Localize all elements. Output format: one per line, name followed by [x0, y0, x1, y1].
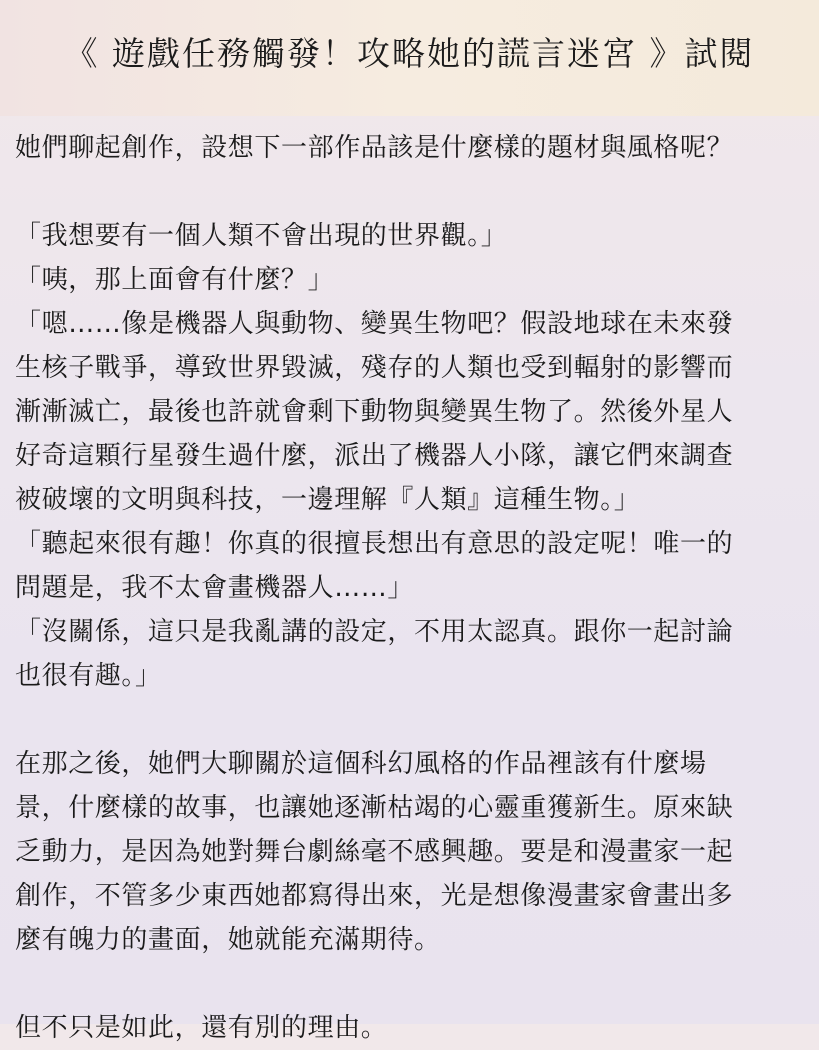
text-line: 生核子戰爭，導致世界毀滅，殘存的人類也受到輻射的影響而 [15, 353, 734, 383]
text-line: 她們聊起創作，設想下一部作品該是什麼樣的題材與風格呢？ [15, 133, 734, 163]
article-body [15, 126, 810, 1050]
text-line: 好奇這顆行星發生過什麼，派出了機器人小隊，讓它們來調查 [15, 441, 734, 471]
text-line: 漸漸滅亡，最後也許就會剩下動物與變異生物了。然後外星人 [15, 397, 734, 427]
text-line: 「嗯……像是機器人與動物、變異生物吧？假設地球在未來發 [15, 309, 734, 339]
text-line: 但不只是如此，還有別的理由。 [15, 1013, 388, 1043]
title-banner [0, 0, 819, 116]
text-line: 創作，不管多少東西她都寫得出來，光是想像漫畫家會畫出多 [15, 881, 734, 911]
text-line: 也很有趣。」 [15, 661, 162, 691]
page-title: 《 遊戲任務觸發！攻略她的謊言迷宮 》試閱 [64, 34, 755, 73]
blank-line [15, 962, 810, 1006]
text-line: 被破壞的文明與科技，一邊理解『人類』這種生物。」 [15, 485, 641, 515]
blank-line [15, 698, 810, 742]
text-block [15, 126, 810, 1050]
text-line: 「沒關係，這只是我亂講的設定，不用太認真。跟你一起討論 [15, 617, 734, 647]
text-line: 景，什麼樣的故事，也讓她逐漸枯竭的心靈重獲新生。原來缺 [15, 793, 734, 823]
text-line: 問題是，我不太會畫機器人……」 [15, 573, 415, 603]
text-line: 乏動力，是因為她對舞台劇絲毫不感興趣。要是和漫畫家一起 [15, 837, 734, 867]
text-line: 「咦，那上面會有什麼？」 [15, 265, 335, 295]
blank-line [15, 170, 810, 214]
text-line: 「聽起來很有趣！你真的很擅長想出有意思的設定呢！唯一的 [15, 529, 734, 559]
text-line: 「我想要有一個人類不會出現的世界觀。」 [15, 221, 508, 251]
text-line: 麼有魄力的畫面，她就能充滿期待。 [15, 925, 441, 955]
text-line: 在那之後，她們大聊關於這個科幻風格的作品裡該有什麼場 [15, 749, 707, 779]
